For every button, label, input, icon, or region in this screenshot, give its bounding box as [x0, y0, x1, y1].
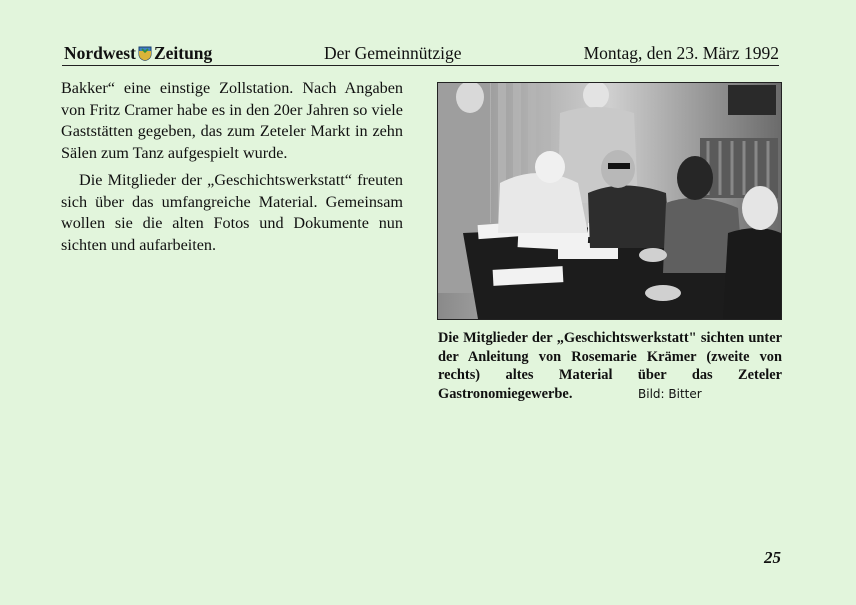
crest-icon	[138, 46, 152, 61]
page-header	[62, 43, 779, 66]
article-photo	[437, 82, 782, 320]
group-photo-image	[438, 83, 781, 319]
brand-name-left: Nordwest	[64, 43, 136, 63]
article-paragraph: Bakker“ eine einstige Zollstation. Nach Angaben von Fritz Cramer habe es in den 20er Jahren so viele Gaststätten gegeben, das zum Zeteler Markt in zehn Sälen zum Tanz aufgespielt wurde.	[61, 79, 403, 162]
issue-date: Montag, den 23. März 1992	[583, 43, 779, 63]
section-title: Der Gemeinnützige	[324, 43, 462, 63]
photo-credit: Bild: Bitter	[638, 386, 702, 401]
newspaper-brand	[64, 43, 212, 64]
brand-name-right: Zeitung	[153, 43, 213, 63]
article-paragraph: Die Mitglieder der „Geschichtswerkstatt“ freuten sich über das umfangreiche Material. Gemeinsam wollen sie die alten Fotos und Dokumente nun sichten und aufarbeiten.	[61, 171, 403, 254]
photo-caption	[438, 329, 782, 403]
caption-text: Die Mitglieder der „Geschichtswerkstatt" sichten unter der Anleitung von Rosemarie Krämer (zweite von rechts) altes Material über das Zeteler Gastronomiegewerbe.	[438, 330, 782, 402]
article-text	[61, 78, 403, 256]
page-number: 25	[764, 548, 781, 567]
